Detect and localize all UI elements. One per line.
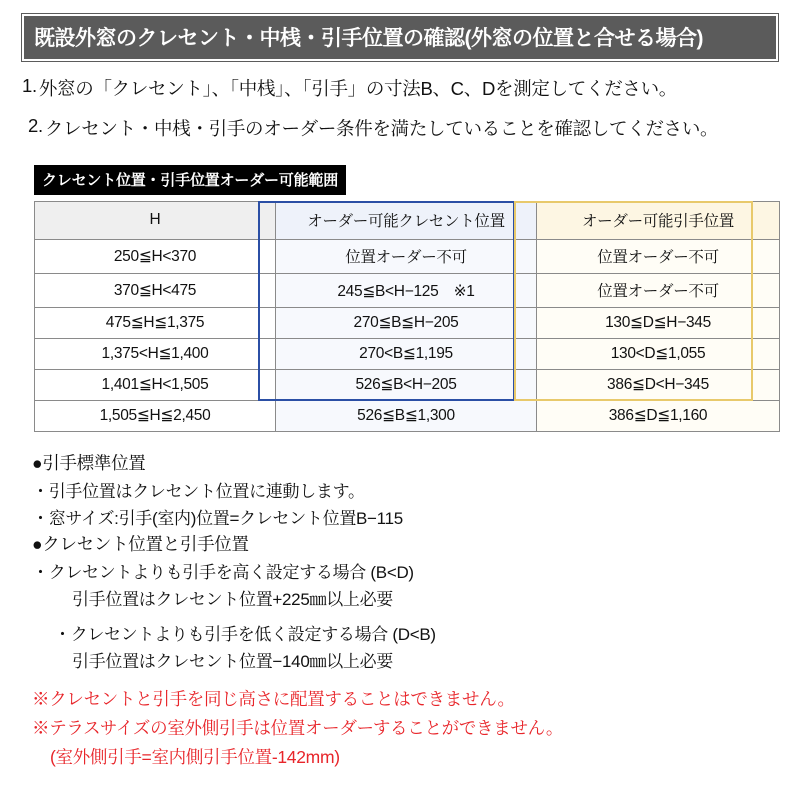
note-heading-crescent-handle: ●クレセント位置と引手位置 xyxy=(32,534,249,554)
note-line: ・クレセントよりも引手を高く設定する場合 (B<D) xyxy=(32,563,414,582)
cell-crescent: 270≦B≦H−205 xyxy=(276,308,537,339)
table-row xyxy=(35,240,780,274)
table-row xyxy=(35,370,780,401)
cell-crescent: 270<B≦1,195 xyxy=(276,339,537,370)
cell-h: 1,401≦H<1,505 xyxy=(35,370,276,401)
cell-crescent: 245≦B<H−125 ※1 xyxy=(276,274,537,308)
instruction-steps xyxy=(22,75,778,141)
cell-crescent: 位置オーダー不可 xyxy=(276,240,537,274)
column-header-h: H xyxy=(35,202,276,240)
warning-line: (室外側引手=室内側引手位置-142mm) xyxy=(50,747,340,767)
note-line: ・クレセントよりも引手を低く設定する場合 (D<B) xyxy=(54,625,436,644)
note-line: ・窓サイズ:引手(室内)位置=クレセント位置B−115 xyxy=(32,509,403,528)
step-text: 外窓の「クレセント」、「中桟」、「引手」の寸法B、C、Dを測定してください。 xyxy=(38,78,678,99)
step-item xyxy=(22,75,778,101)
cell-handle: 位置オーダー不可 xyxy=(537,274,780,308)
step-number: 1. xyxy=(22,75,37,96)
cell-h: 1,375<H≦1,400 xyxy=(35,339,276,370)
cell-handle: 386≦D≦1,160 xyxy=(537,401,780,432)
table-row xyxy=(35,401,780,432)
cell-h: 1,505≦H≦2,450 xyxy=(35,401,276,432)
column-header-crescent: オーダー可能クレセント位置 xyxy=(276,202,537,240)
step-number: 2. xyxy=(28,115,43,136)
cell-crescent: 526≦B≦1,300 xyxy=(276,401,537,432)
notes-section xyxy=(32,450,778,672)
table-row xyxy=(35,274,780,308)
cell-h: 370≦H<475 xyxy=(35,274,276,308)
note-subline: 引手位置はクレセント位置−140㎜以上必要 xyxy=(72,652,393,671)
warning-line: ※テラスサイズの室外側引手は位置オーダーすることができません。 xyxy=(32,718,564,738)
warnings-section xyxy=(32,686,778,769)
cell-h: 475≦H≦1,375 xyxy=(35,308,276,339)
column-header-handle: オーダー可能引手位置 xyxy=(537,202,780,240)
page-title: 既設外窓のクレセント・中桟・引手位置の確認(外窓の位置と合せる場合) xyxy=(22,14,778,61)
table-row xyxy=(35,339,780,370)
cell-handle: 130≦D≦H−345 xyxy=(537,308,780,339)
step-item xyxy=(22,115,778,141)
cell-handle: 位置オーダー不可 xyxy=(537,240,780,274)
cell-handle: 386≦D<H−345 xyxy=(537,370,780,401)
spacer xyxy=(32,612,778,620)
step-text: クレセント・中桟・引手のオーダー条件を満たしていることを確認してください。 xyxy=(44,118,719,139)
table-header-row xyxy=(35,202,780,240)
table-wrapper xyxy=(22,201,778,432)
note-heading-standard-position: ●引手標準位置 xyxy=(32,453,146,473)
cell-handle: 130<D≦1,055 xyxy=(537,339,780,370)
order-range-table xyxy=(34,201,780,432)
note-subline: 引手位置はクレセント位置+225㎜以上必要 xyxy=(72,590,393,609)
cell-crescent: 526≦B<H−205 xyxy=(276,370,537,401)
warning-line: ※クレセントと引手を同じ高さに配置することはできません。 xyxy=(32,689,515,709)
note-line: ・引手位置はクレセント位置に連動します。 xyxy=(32,482,365,501)
cell-h: 250≦H<370 xyxy=(35,240,276,274)
table-caption: クレセント位置・引手位置オーダー可能範囲 xyxy=(34,165,346,195)
table-row xyxy=(35,308,780,339)
